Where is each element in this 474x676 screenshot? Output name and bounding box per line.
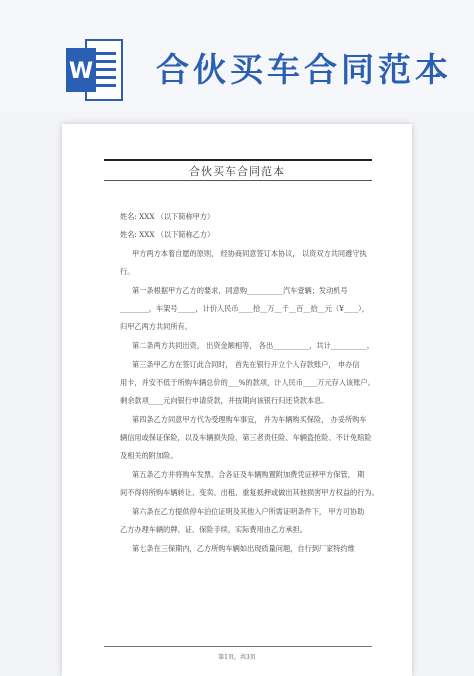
- header-banner: [0, 0, 474, 112]
- logo-letter: W: [68, 59, 94, 84]
- paragraph-line: 第六条在乙方提供停车泊位证明及其他入户所需证明条件下， 甲方可协助: [132, 507, 365, 516]
- party-a-line: 姓名: XXX （以下简称甲方）: [120, 212, 215, 221]
- paragraph-line: 间不得将所购车辆转让、变卖、出租、重复抵押或做出其他损害甲方权益的行为。: [120, 488, 379, 497]
- paragraph-line: 第五条乙方并将购车发票、合各证及车辆购置附加费凭证移甲方保管， 期: [132, 470, 365, 479]
- top-rule: [104, 159, 372, 161]
- footer-rule: [104, 646, 372, 647]
- paragraph-line: 乙方办理车辆的牌、证、保险手续，实际费用由乙方承担。: [120, 525, 307, 534]
- paragraph-line: 第三条甲乙方在签订此合同时， 首先在银行开立个人存款账户， 申办信: [132, 360, 360, 369]
- paragraph-line: 第七条在三保期内，乙方所购车辆如出现质量问题，自行到厂家特约维: [132, 544, 355, 553]
- paragraph-line: 第二条两方共同出资， 出资金额相等， 各出__________，共计__________。: [132, 341, 374, 350]
- paragraph-line: ________，车架号_____，计价人民币____拾__万__千__百__拾__元（¥____），: [120, 304, 369, 313]
- paragraph-line: 归甲乙两方共同所有。: [120, 322, 192, 331]
- title-rule: [104, 180, 372, 181]
- document-page: [62, 124, 412, 676]
- paragraph-line: 辆信用或保证保险，以及车辆损失险、第三者责任险、车辆盗抢险、不计免赔险: [120, 433, 372, 442]
- paragraph-line: 剩余款项____元向银行申请贷款，并按期向该银行归还贷款本息。: [120, 396, 329, 405]
- paragraph-line: 甲方两方本着自愿的原则， 经协商同意签订本协议， 以资双方共同遵守执: [132, 249, 367, 258]
- party-b-line: 姓名: XXX （以下简称乙方）: [120, 230, 215, 239]
- banner-title: 合伙买车合同范本: [156, 50, 452, 89]
- paragraph-line: 行。: [120, 267, 135, 276]
- paragraph-line: 及相关的附加险。: [120, 451, 178, 460]
- page-footer: 第1页，共3页: [218, 654, 256, 661]
- paragraph-line: 第一条根据甲方乙方的要求，同意购__________汽车壹辆；发动机号: [132, 286, 348, 295]
- word-document-icon: [66, 38, 124, 102]
- document-title: 合伙买车合同范本: [189, 165, 285, 178]
- paragraph-line: 第四条乙方同意甲方代为受理购车事宜， 并为车辆购买保险， 办妥所购车: [132, 415, 367, 424]
- paragraph-line: 用卡，并安不低于所购车辆总价的___%的款项，计人民币____万元存入该账户。: [120, 378, 375, 387]
